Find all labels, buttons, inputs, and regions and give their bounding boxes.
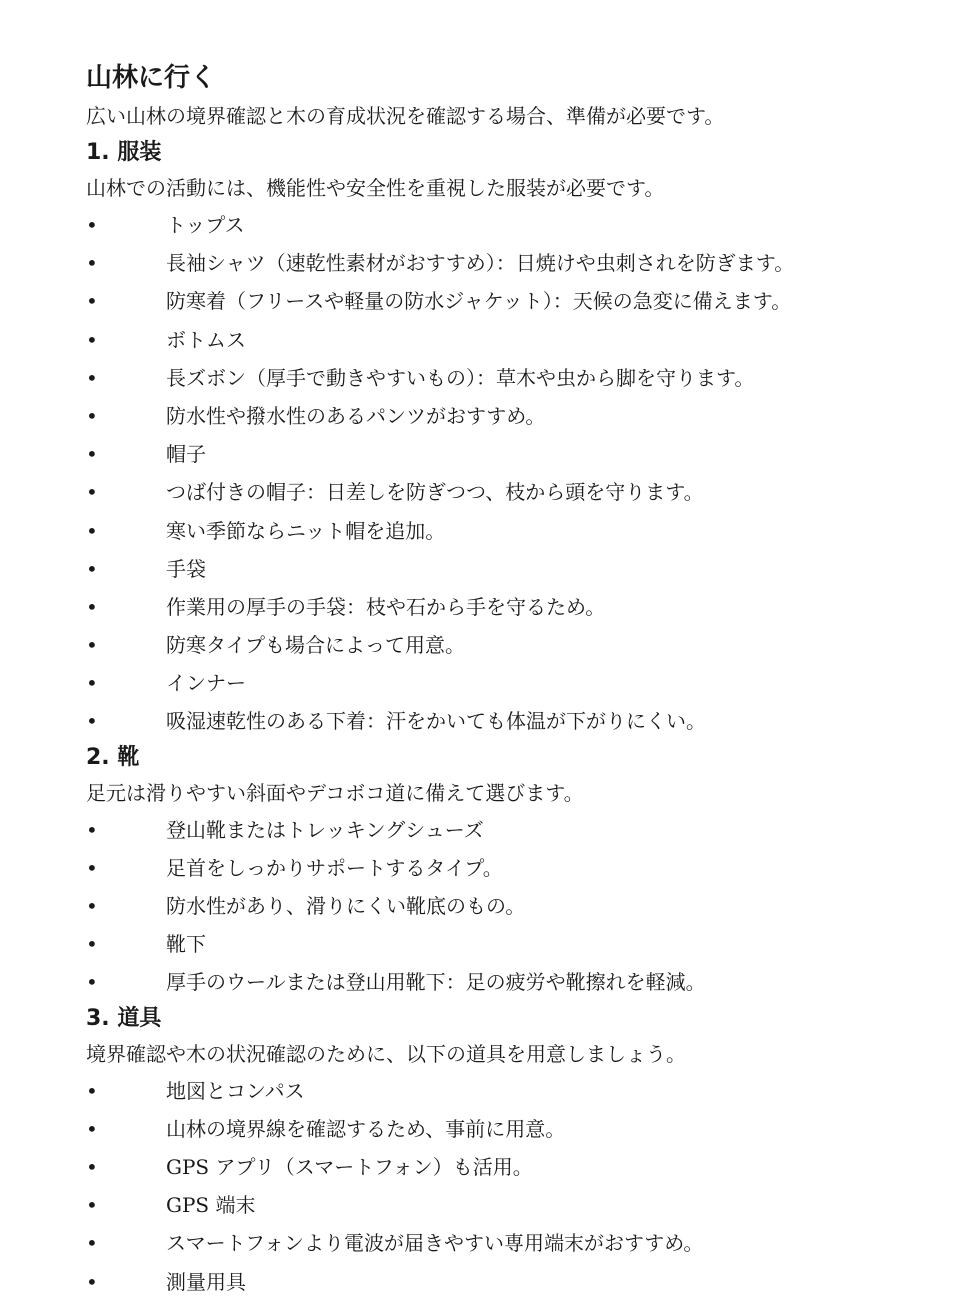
bullet-list (86, 206, 946, 741)
list-item-text: スマートフォンより電波が届きやすい専用端末がおすすめ。 (166, 1231, 704, 1256)
bullet-icon: • (86, 817, 98, 842)
list-item (86, 1224, 946, 1262)
section-heading: 3. 道具 (86, 1005, 162, 1031)
list-item (86, 925, 946, 963)
list-item-text: 登山靴またはトレッキングシューズ (166, 817, 484, 842)
page-title: 山林に行く (86, 63, 217, 93)
list-item (86, 1263, 946, 1301)
section-clothing (86, 136, 946, 741)
bullet-icon: • (86, 1116, 98, 1141)
bullet-icon: • (86, 365, 98, 390)
bullet-icon: • (86, 556, 98, 581)
list-item (86, 1110, 946, 1148)
list-item (86, 397, 946, 435)
bullet-icon: • (86, 213, 98, 237)
bullet-icon: • (86, 289, 98, 314)
bullet-icon: • (86, 251, 98, 276)
bullet-list (86, 811, 946, 1002)
section-shoes (86, 741, 946, 1002)
section-lead: 足元は滑りやすい斜面やデコボコ道に備えて選びます。 (86, 780, 584, 805)
list-item-text: 防水性があり、滑りにくい靴底のもの。 (166, 894, 526, 918)
list-item-text: 手袋 (166, 556, 206, 581)
list-item-text: 厚手のウールまたは登山用靴下：足の疲労や靴擦れを軽減。 (166, 970, 706, 995)
list-item (86, 626, 946, 664)
intro-text: 広い山林の境界確認と木の育成状況を確認する場合、準備が必要です。 (86, 104, 725, 128)
list-item-text: 測量用具 (166, 1269, 246, 1294)
list-item (86, 512, 946, 550)
list-item (86, 1148, 946, 1186)
list-item (86, 702, 946, 740)
list-item (86, 244, 946, 282)
list-item-text: 吸湿速乾性のある下着：汗をかいても体温が下がりにくい。 (166, 709, 706, 734)
list-item (86, 811, 946, 849)
bullet-icon: • (86, 970, 98, 995)
list-item (86, 206, 946, 244)
bullet-icon: • (86, 327, 98, 352)
list-item-text: GPS アプリ（スマートフォン）も活用。 (166, 1154, 533, 1179)
list-item (86, 435, 946, 473)
bullet-icon: • (86, 633, 98, 658)
bullet-icon: • (86, 932, 98, 957)
list-item (86, 550, 946, 588)
list-item-text: 足首をしっかりサポートするタイプ。 (166, 855, 503, 880)
list-item (86, 963, 946, 1001)
list-item (86, 473, 946, 511)
bullet-icon: • (86, 518, 98, 543)
list-item-text: ボトムス (166, 327, 246, 352)
bullet-list (86, 1072, 946, 1301)
bullet-icon: • (86, 894, 98, 918)
bullet-icon: • (86, 671, 98, 696)
list-item-text: 寒い季節ならニット帽を追加。 (166, 518, 446, 543)
section-tools (86, 1002, 946, 1301)
list-item-text: 長袖シャツ（速乾性素材がおすすめ）：日焼けや虫刺されを防ぎます。 (166, 251, 795, 276)
list-item-text: 地図とコンパス (166, 1078, 305, 1103)
bullet-icon: • (86, 1269, 98, 1294)
bullet-icon: • (86, 709, 98, 734)
document-page (86, 58, 946, 1301)
list-item-text: インナー (166, 671, 246, 696)
bullet-icon: • (86, 1231, 98, 1256)
section-lead: 山林での活動には、機能性や安全性を重視した服装が必要です。 (86, 176, 665, 200)
bullet-icon: • (86, 1193, 98, 1218)
list-item-text: トップス (166, 213, 245, 237)
bullet-icon: • (86, 442, 98, 467)
list-item (86, 588, 946, 626)
list-item (86, 1072, 946, 1110)
list-item-text: 防水性や撥水性のあるパンツがおすすめ。 (166, 403, 546, 428)
list-item-text: 帽子 (166, 442, 206, 467)
list-item (86, 1186, 946, 1224)
list-item-text: 防寒タイプも場合によって用意。 (166, 633, 465, 658)
section-lead: 境界確認や木の状況確認のために、以下の道具を用意しましょう。 (86, 1041, 686, 1066)
list-item-text: 長ズボン（厚手で動きやすいもの）：草木や虫から脚を守ります。 (166, 365, 755, 390)
list-item-text: つば付きの帽子：日差しを防ぎつつ、枝から頭を守ります。 (166, 480, 704, 505)
bullet-icon: • (86, 594, 98, 619)
bullet-icon: • (86, 403, 98, 428)
list-item (86, 359, 946, 397)
list-item (86, 282, 946, 320)
bullet-icon: • (86, 1154, 98, 1179)
list-item (86, 321, 946, 359)
bullet-icon: • (86, 480, 98, 505)
list-item-text: GPS 端末 (166, 1193, 256, 1218)
section-heading: 1. 服装 (86, 140, 162, 165)
list-item-text: 靴下 (166, 932, 206, 957)
list-item (86, 664, 946, 702)
list-item-text: 山林の境界線を確認するため、事前に用意。 (166, 1116, 566, 1141)
list-item (86, 849, 946, 887)
bullet-icon: • (86, 1078, 98, 1103)
list-item-text: 防寒着（フリースや軽量の防水ジャケット）：天候の急変に備えます。 (166, 289, 792, 314)
section-heading: 2. 靴 (86, 744, 140, 770)
bullet-icon: • (86, 855, 98, 880)
list-item-text: 作業用の厚手の手袋：枝や石から手を守るため。 (166, 594, 606, 619)
list-item (86, 887, 946, 925)
